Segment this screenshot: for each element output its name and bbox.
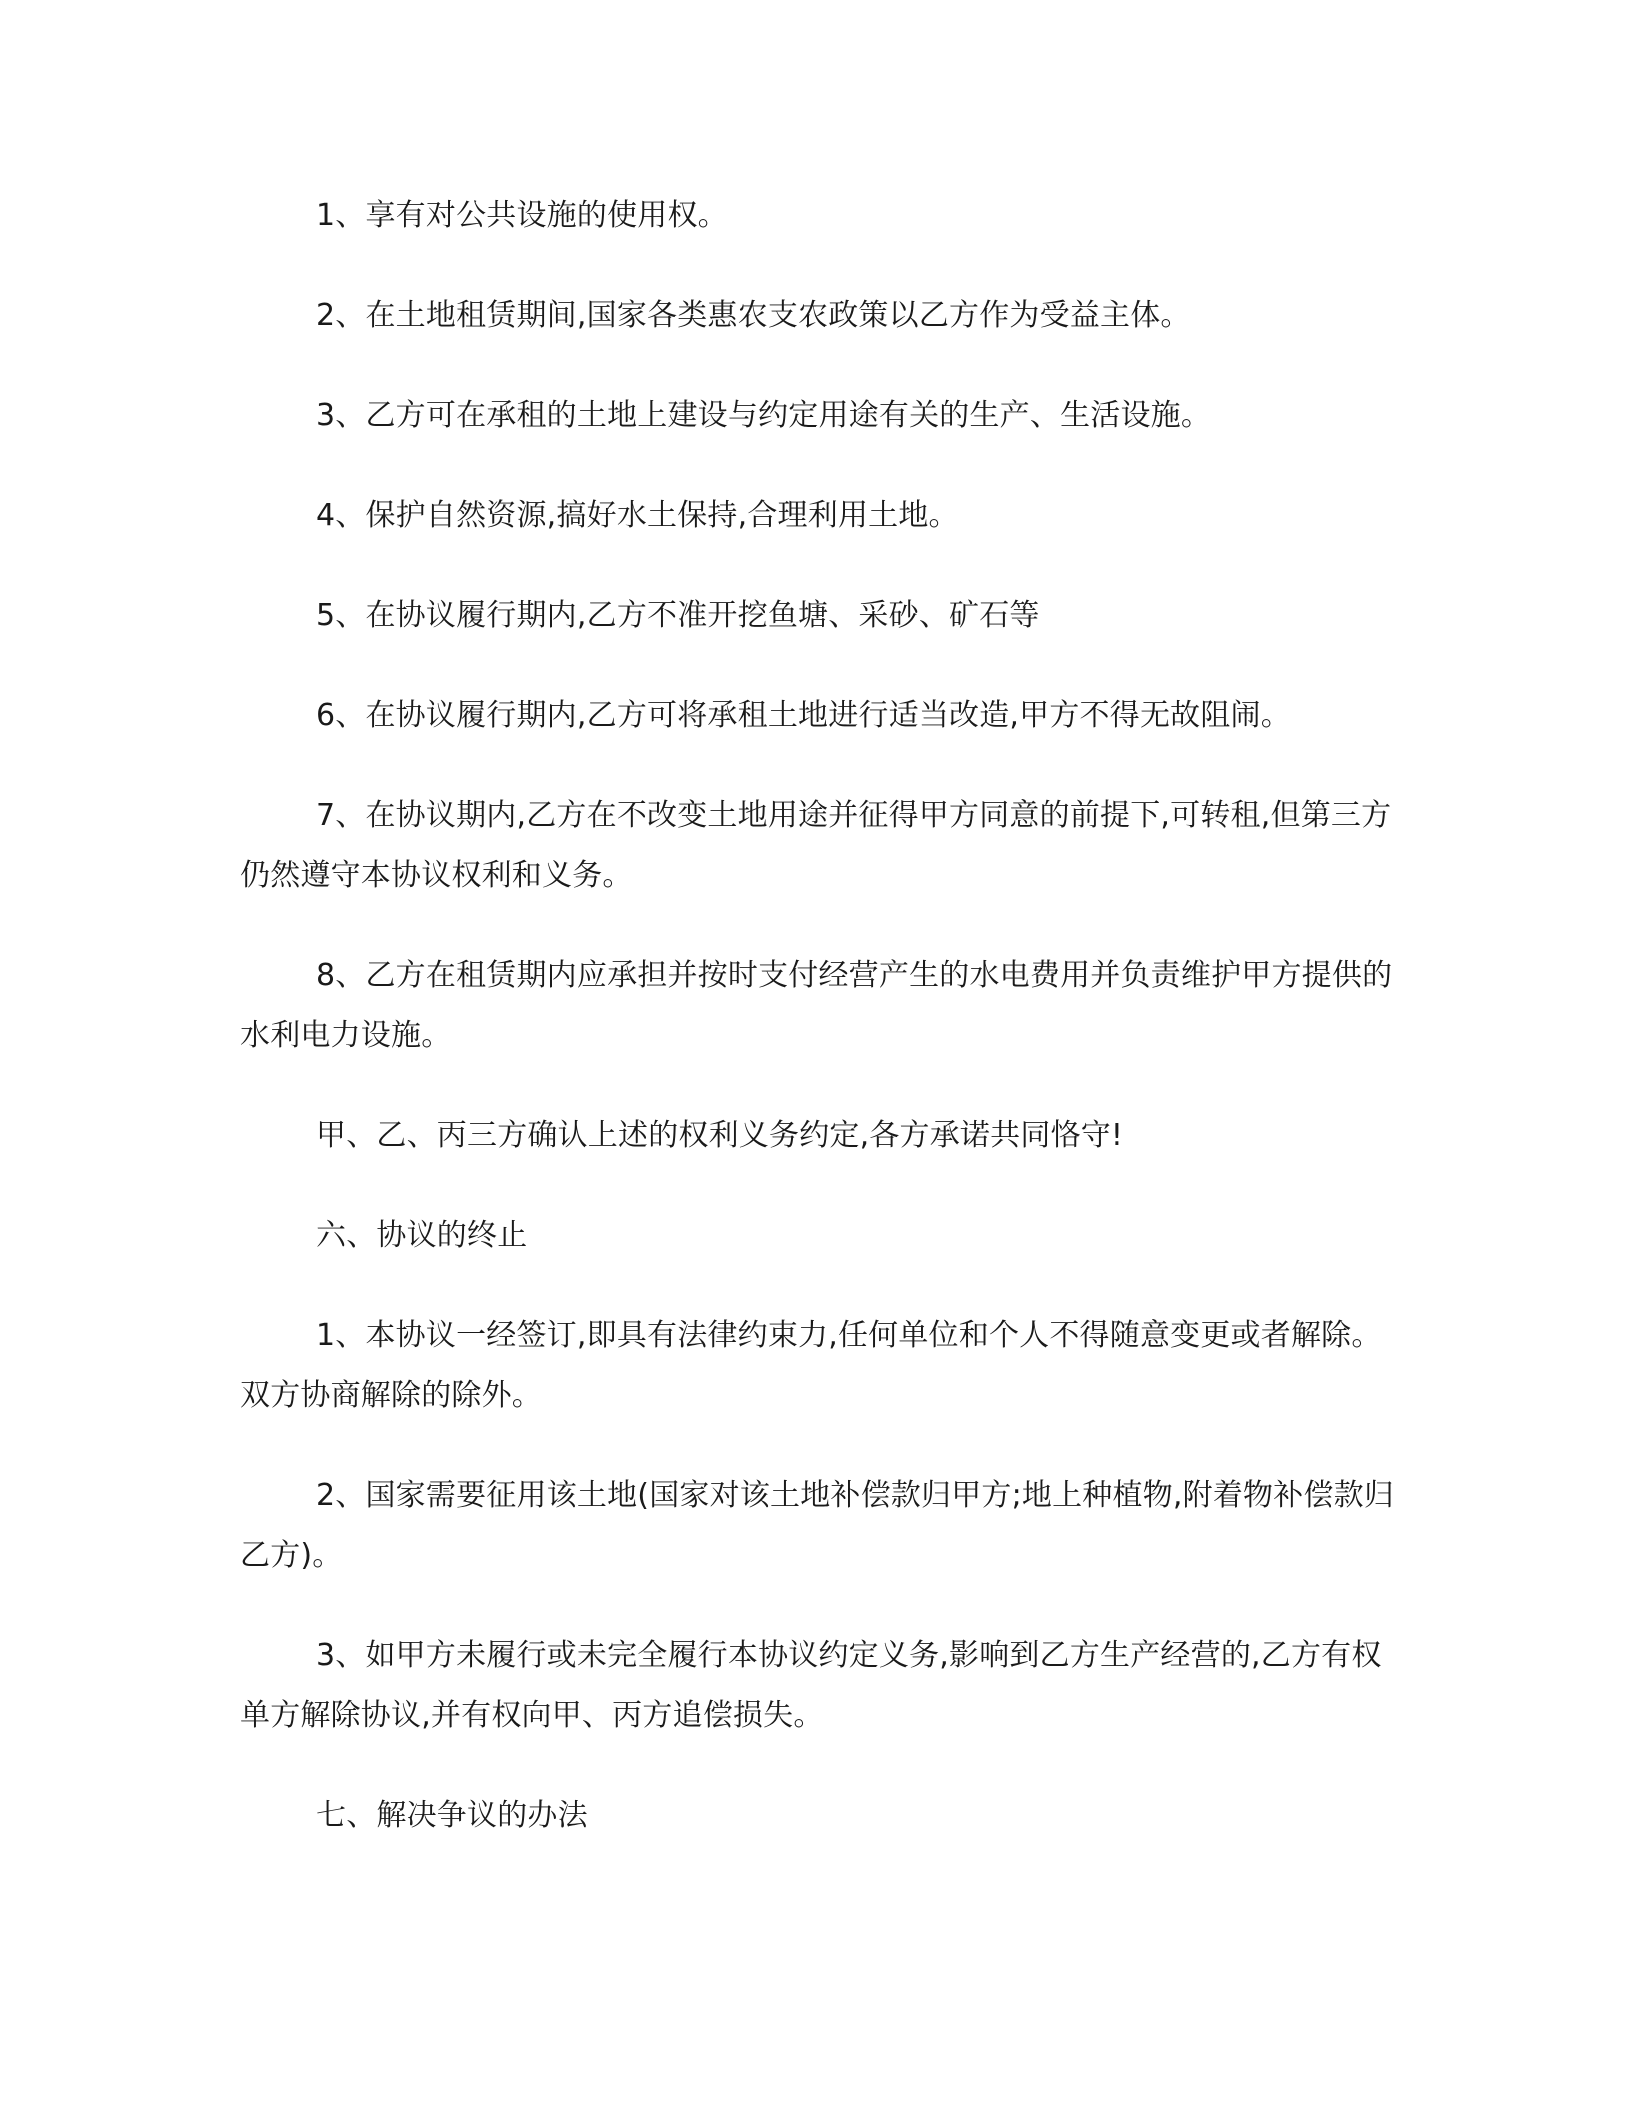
parties-confirmation: 甲、乙、丙三方确认上述的权利义务约定,各方承诺共同恪守! xyxy=(316,1118,1124,1153)
clause-4-resource-protection: 4、保护自然资源,搞好水土保持,合理利用土地。 xyxy=(316,498,959,533)
section-heading-dispute-resolution: 七、解决争议的办法 xyxy=(316,1798,588,1833)
section-heading-termination: 六、协议的终止 xyxy=(316,1218,528,1253)
clause-8-utilities: 8、乙方在租赁期内应承担并按时支付经营产生的水电费用并负责维护甲方提供的水利电力设施。 xyxy=(240,958,1393,1053)
termination-clause-3: 3、如甲方未履行或未完全履行本协议约定义务,影响到乙方生产经营的,乙方有权单方解除协议,并有权向甲、丙方追偿损失。 xyxy=(240,1638,1382,1733)
clause-5-prohibited-activities: 5、在协议履行期内,乙方不准开挖鱼塘、采砂、矿石等 xyxy=(316,598,1040,633)
clause-7-sublease: 7、在协议期内,乙方在不改变土地用途并征得甲方同意的前提下,可转租,但第三方仍然遵守本协议权利和义务。 xyxy=(240,798,1392,893)
clause-6-land-improvement: 6、在协议履行期内,乙方可将承租土地进行适当改造,甲方不得无故阻闹。 xyxy=(316,698,1291,733)
clause-1-public-facilities: 1、享有对公共设施的使用权。 xyxy=(316,198,728,233)
clause-3-facility-construction: 3、乙方可在承租的土地上建设与约定用途有关的生产、生活设施。 xyxy=(316,398,1212,433)
clause-2-policy-beneficiary: 2、在土地租赁期间,国家各类惠农支农政策以乙方作为受益主体。 xyxy=(316,298,1191,333)
termination-clause-1: 1、本协议一经签订,即具有法律约束力,任何单位和个人不得随意变更或者解除。双方协商解除的除外。 xyxy=(240,1318,1382,1413)
termination-clause-2: 2、国家需要征用该土地(国家对该土地补偿款归甲方;地上种植物,附着物补偿款归乙方)。 xyxy=(240,1478,1395,1573)
